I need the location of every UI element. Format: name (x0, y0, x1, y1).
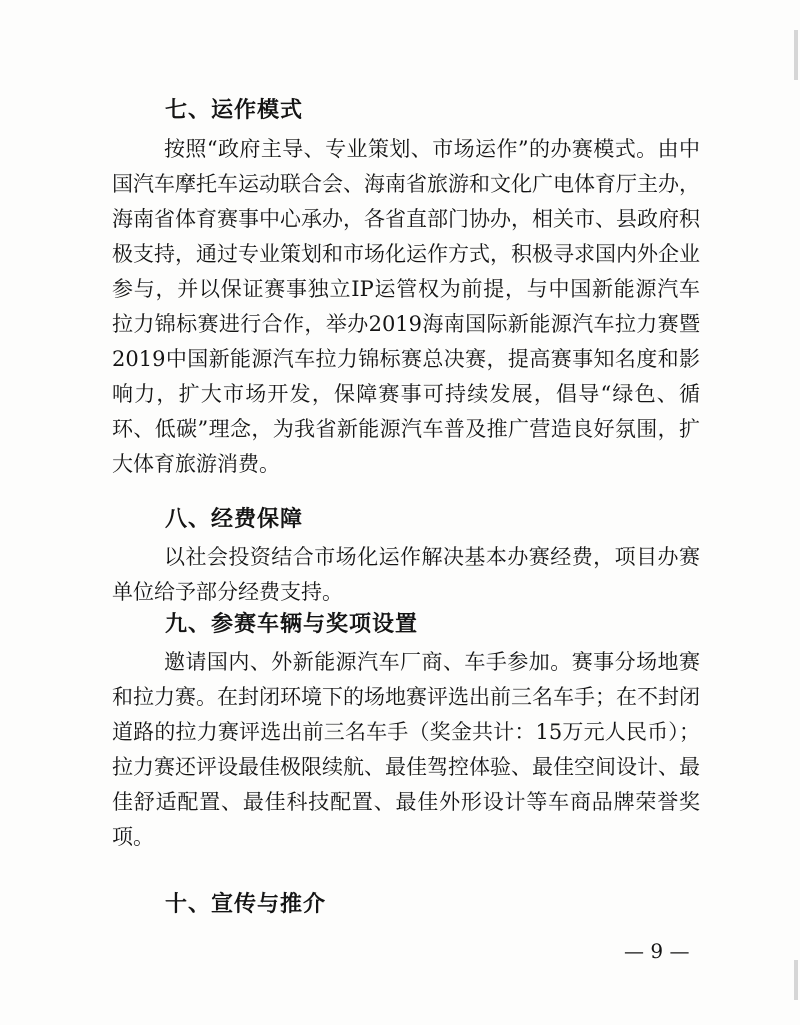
scan-edge-mark (794, 30, 798, 80)
paragraph-vehicles-awards: 邀请国内、外新能源汽车厂商、车手参加。赛事分场地赛和拉力赛。在封闭环境下的场地赛评选出前三名车手；在不封闭道路的拉力赛评选出前三名车手（奖金共计：15万元人民币）；拉力赛还评设最佳极限续航、最佳驾控体验、最佳空间设计、最佳舒适配置、最佳科技配置、最佳外形设计等车商品牌荣誉奖项。 (112, 650, 700, 849)
section-heading-operation-mode: 七、运作模式 (165, 98, 304, 123)
paragraph-funding: 以社会投资结合市场化运作解决基本办赛经费，项目办赛单位给予部分经费支持。 (112, 545, 700, 604)
paragraph-operation-mode: 按照“政府主导、专业策划、市场运作”的办赛模式。由中国汽车摩托车运动联合会、海南省旅游和文化广电体育厅主办，海南省体育赛事中心承办，各省直部门协办，相关市、县政府积极支持，通过专业策划和市场化运作方式，积极寻求国内外企业参与，并以保证赛事独立IP运管权为前提，与中国新能源汽车拉力锦标赛进行合作，举办2019海南国际新能源汽车拉力赛暨2019中国新能源汽车拉力锦标赛总决赛，提高赛事知名度和影响力，扩大市场开发，保障赛事可持续发展，倡导“绿色、循环、低碳”理念，为我省新能源汽车普及推广营造良好氛围，扩大体育旅游消费。 (112, 137, 700, 476)
scan-edge-mark (794, 960, 798, 1000)
section-heading-vehicles-awards: 九、参赛车辆与奖项设置 (165, 612, 419, 637)
section-heading-promotion: 十、宣传与推介 (165, 892, 327, 917)
section-heading-funding: 八、经费保障 (165, 507, 304, 532)
page-number: — 9 — (624, 939, 690, 963)
